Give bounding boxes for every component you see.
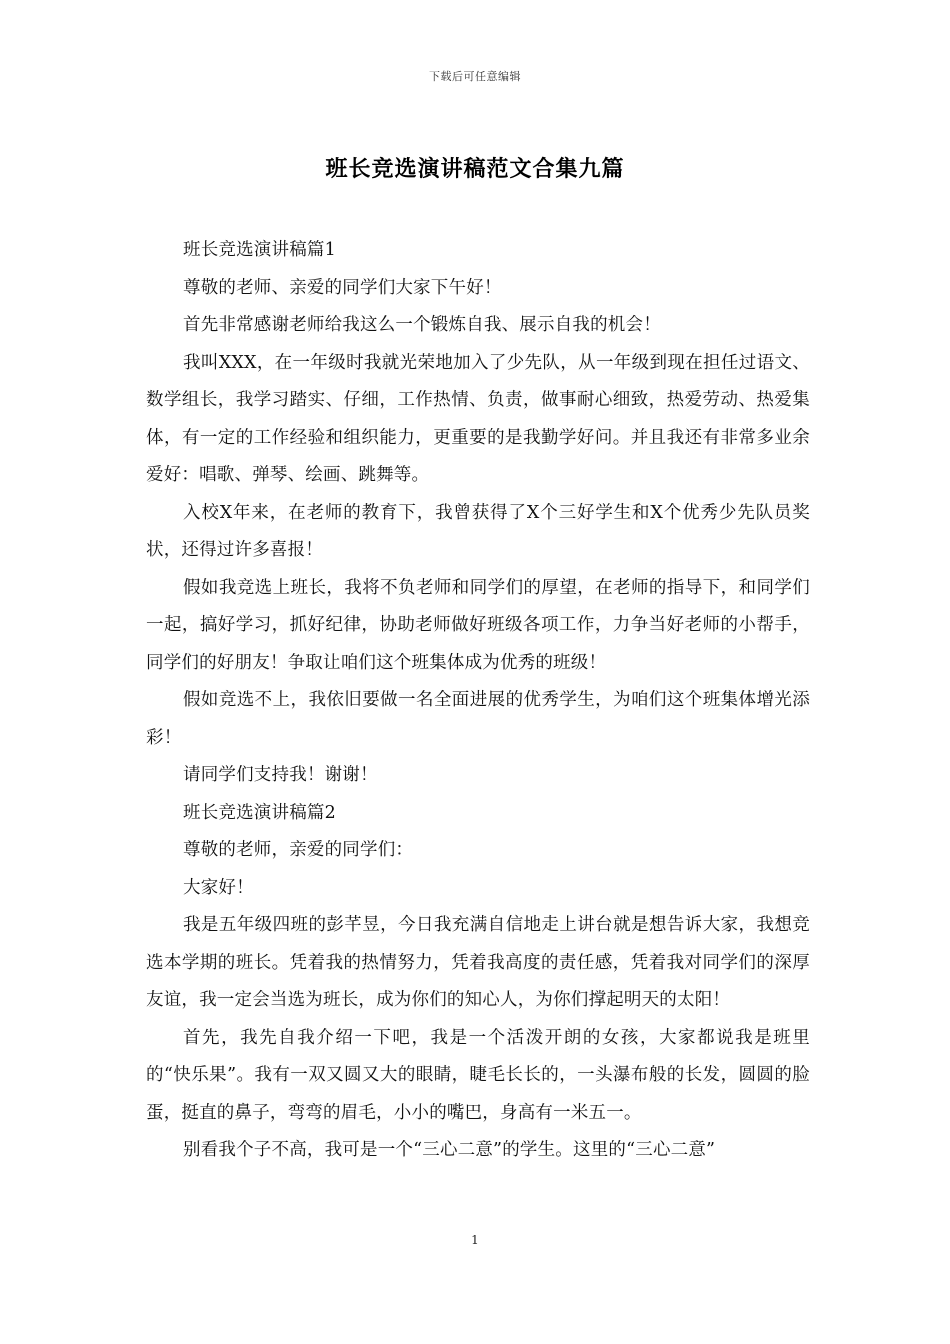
- paragraph: 首先非常感谢老师给我这么一个锻炼自我、展示自我的机会！: [183, 315, 661, 335]
- paragraph: 我是五年级四班的彭芊昱，今日我充满自信地走上讲台就是想告诉大家，我想竞选本学期的班长。凭着我的热情努力，凭着我高度的责任感，凭着我对同学们的深厚友谊，我一定会当选为班长，成为你们的知心人，为你们撑起明天的太阳！: [146, 915, 810, 1010]
- paragraph: 假如竞选不上，我依旧要做一名全面进展的优秀学生，为咱们这个班集体增光添彩！: [146, 690, 810, 748]
- paragraph: 入校X年来，在老师的教育下，我曾获得了X个三好学生和X个优秀少先队员奖状，还得过许多喜报！: [146, 502, 810, 560]
- paragraph: 尊敬的老师、亲爱的同学们大家下午好！: [183, 277, 502, 298]
- page-header: 下载后可任意编辑: [429, 70, 521, 83]
- document-body: [146, 232, 810, 1170]
- section-heading: 班长竞选演讲稿篇1: [183, 240, 336, 260]
- paragraph: 别看我个子不高，我可是一个“三心二意”的学生。这里的“三心二意”: [183, 1140, 716, 1160]
- document-title: 班长竞选演讲稿范文合集九篇: [325, 156, 625, 182]
- paragraph: 大家好！: [183, 877, 254, 898]
- paragraph: 尊敬的老师，亲爱的同学们：: [183, 840, 414, 860]
- paragraph: 首先，我先自我介绍一下吧，我是一个活泼开朗的女孩，大家都说我是班里的“快乐果”。我有一双又圆又大的眼睛，睫毛长长的，一头瀑布般的长发，圆圆的脸蛋，挺直的鼻子，弯弯的眉毛，小小的嘴巴，身高有一米五一。: [146, 1027, 810, 1123]
- paragraph: 请同学们支持我！谢谢！: [183, 765, 378, 785]
- section-heading: 班长竞选演讲稿篇2: [183, 802, 336, 823]
- paragraph: 我叫XXX，在一年级时我就光荣地加入了少先队，从一年级到现在担任过语文、数学组长，我学习踏实、仔细，工作热情、负责，做事耐心细致，热爱劳动、热爱集体，有一定的工作经验和组织能力，更重要的是我勤学好问。并且我还有非常多业余爱好：唱歌、弹琴、绘画、跳舞等。: [146, 352, 810, 485]
- paragraph: 假如我竞选上班长，我将不负老师和同学们的厚望，在老师的指导下，和同学们一起，搞好学习，抓好纪律，协助老师做好班级各项工作，力争当好老师的小帮手，同学们的好朋友！争取让咱们这个班集体成为优秀的班级！: [146, 577, 810, 673]
- page-number: 1: [471, 1233, 479, 1247]
